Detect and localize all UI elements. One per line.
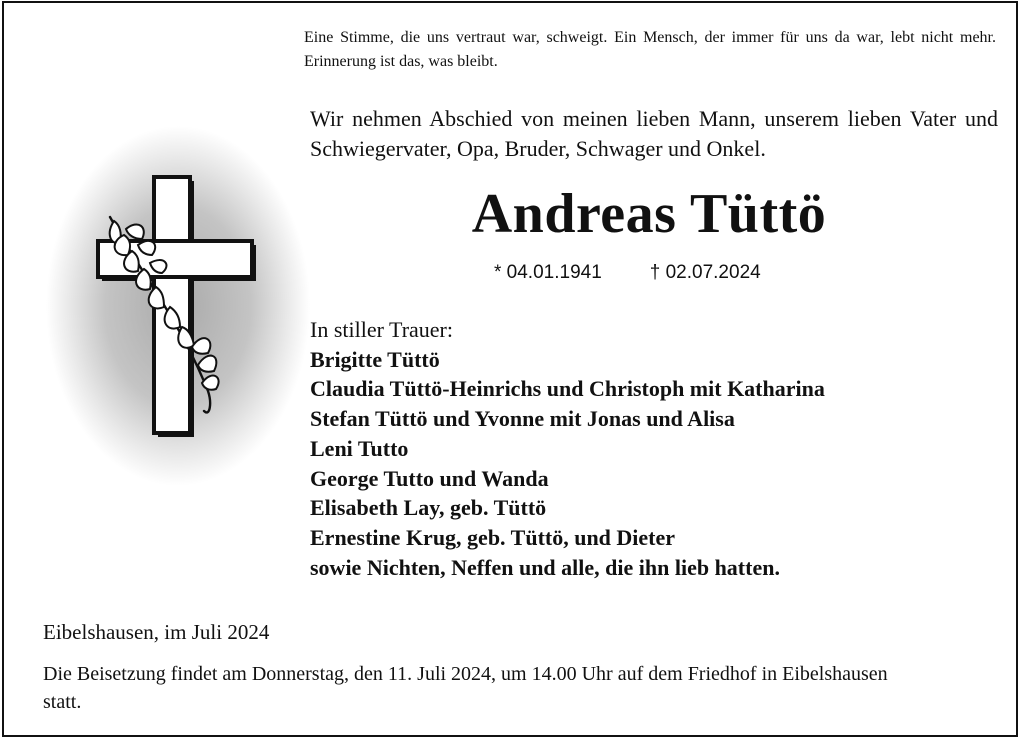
life-dates: [494, 259, 761, 287]
birth-date: * 04.01.1941: [494, 262, 602, 283]
intro-text: Wir nehmen Abschied von meinen lieben Mann, unserem lieben Vater und Schwiegervater, Opa, Bruder, Schwager und Onkel.: [310, 106, 998, 161]
obituary-frame: [2, 1, 1018, 737]
mourner-name: Ernestine Krug, geb. Tüttö, und Dieter: [310, 524, 676, 550]
mourner-name: George Tutto und Wanda: [310, 465, 549, 491]
motto-text: Eine Stimme, die uns vertraut war, schweigt. Ein Mensch, der immer für uns da war, lebt nicht mehr. Erinnerung ist das, was bleibt.: [304, 29, 996, 70]
mourner-closing-line: sowie Nichten, Neffen und alle, die ihn lieb hatten.: [310, 554, 780, 580]
mourner-name: Leni Tutto: [310, 435, 409, 461]
place-date: Eibelshausen, im Juli 2024: [43, 620, 270, 644]
mourner-name: Claudia Tüttö-Heinrichs und Christoph mit Katharina: [310, 376, 825, 402]
cross-with-palm-branch-icon: [40, 121, 316, 491]
mourner-name: Stefan Tüttö und Yvonne mit Jonas und Alisa: [310, 406, 735, 432]
funeral-info: Die Beisetzung findet am Donnerstag, den 11. Juli 2024, um 14.00 Uhr auf dem Friedhof in Eibelshausen statt.: [43, 663, 888, 713]
mourners-list: [310, 315, 825, 582]
death-date: † 02.07.2024: [649, 262, 761, 283]
mourner-name: Elisabeth Lay, geb. Tüttö: [310, 495, 547, 521]
mourning-heading: In stiller Trauer:: [310, 317, 453, 342]
mourner-name: Brigitte Tüttö: [310, 346, 440, 372]
deceased-name: Andreas Tüttö: [471, 183, 827, 245]
